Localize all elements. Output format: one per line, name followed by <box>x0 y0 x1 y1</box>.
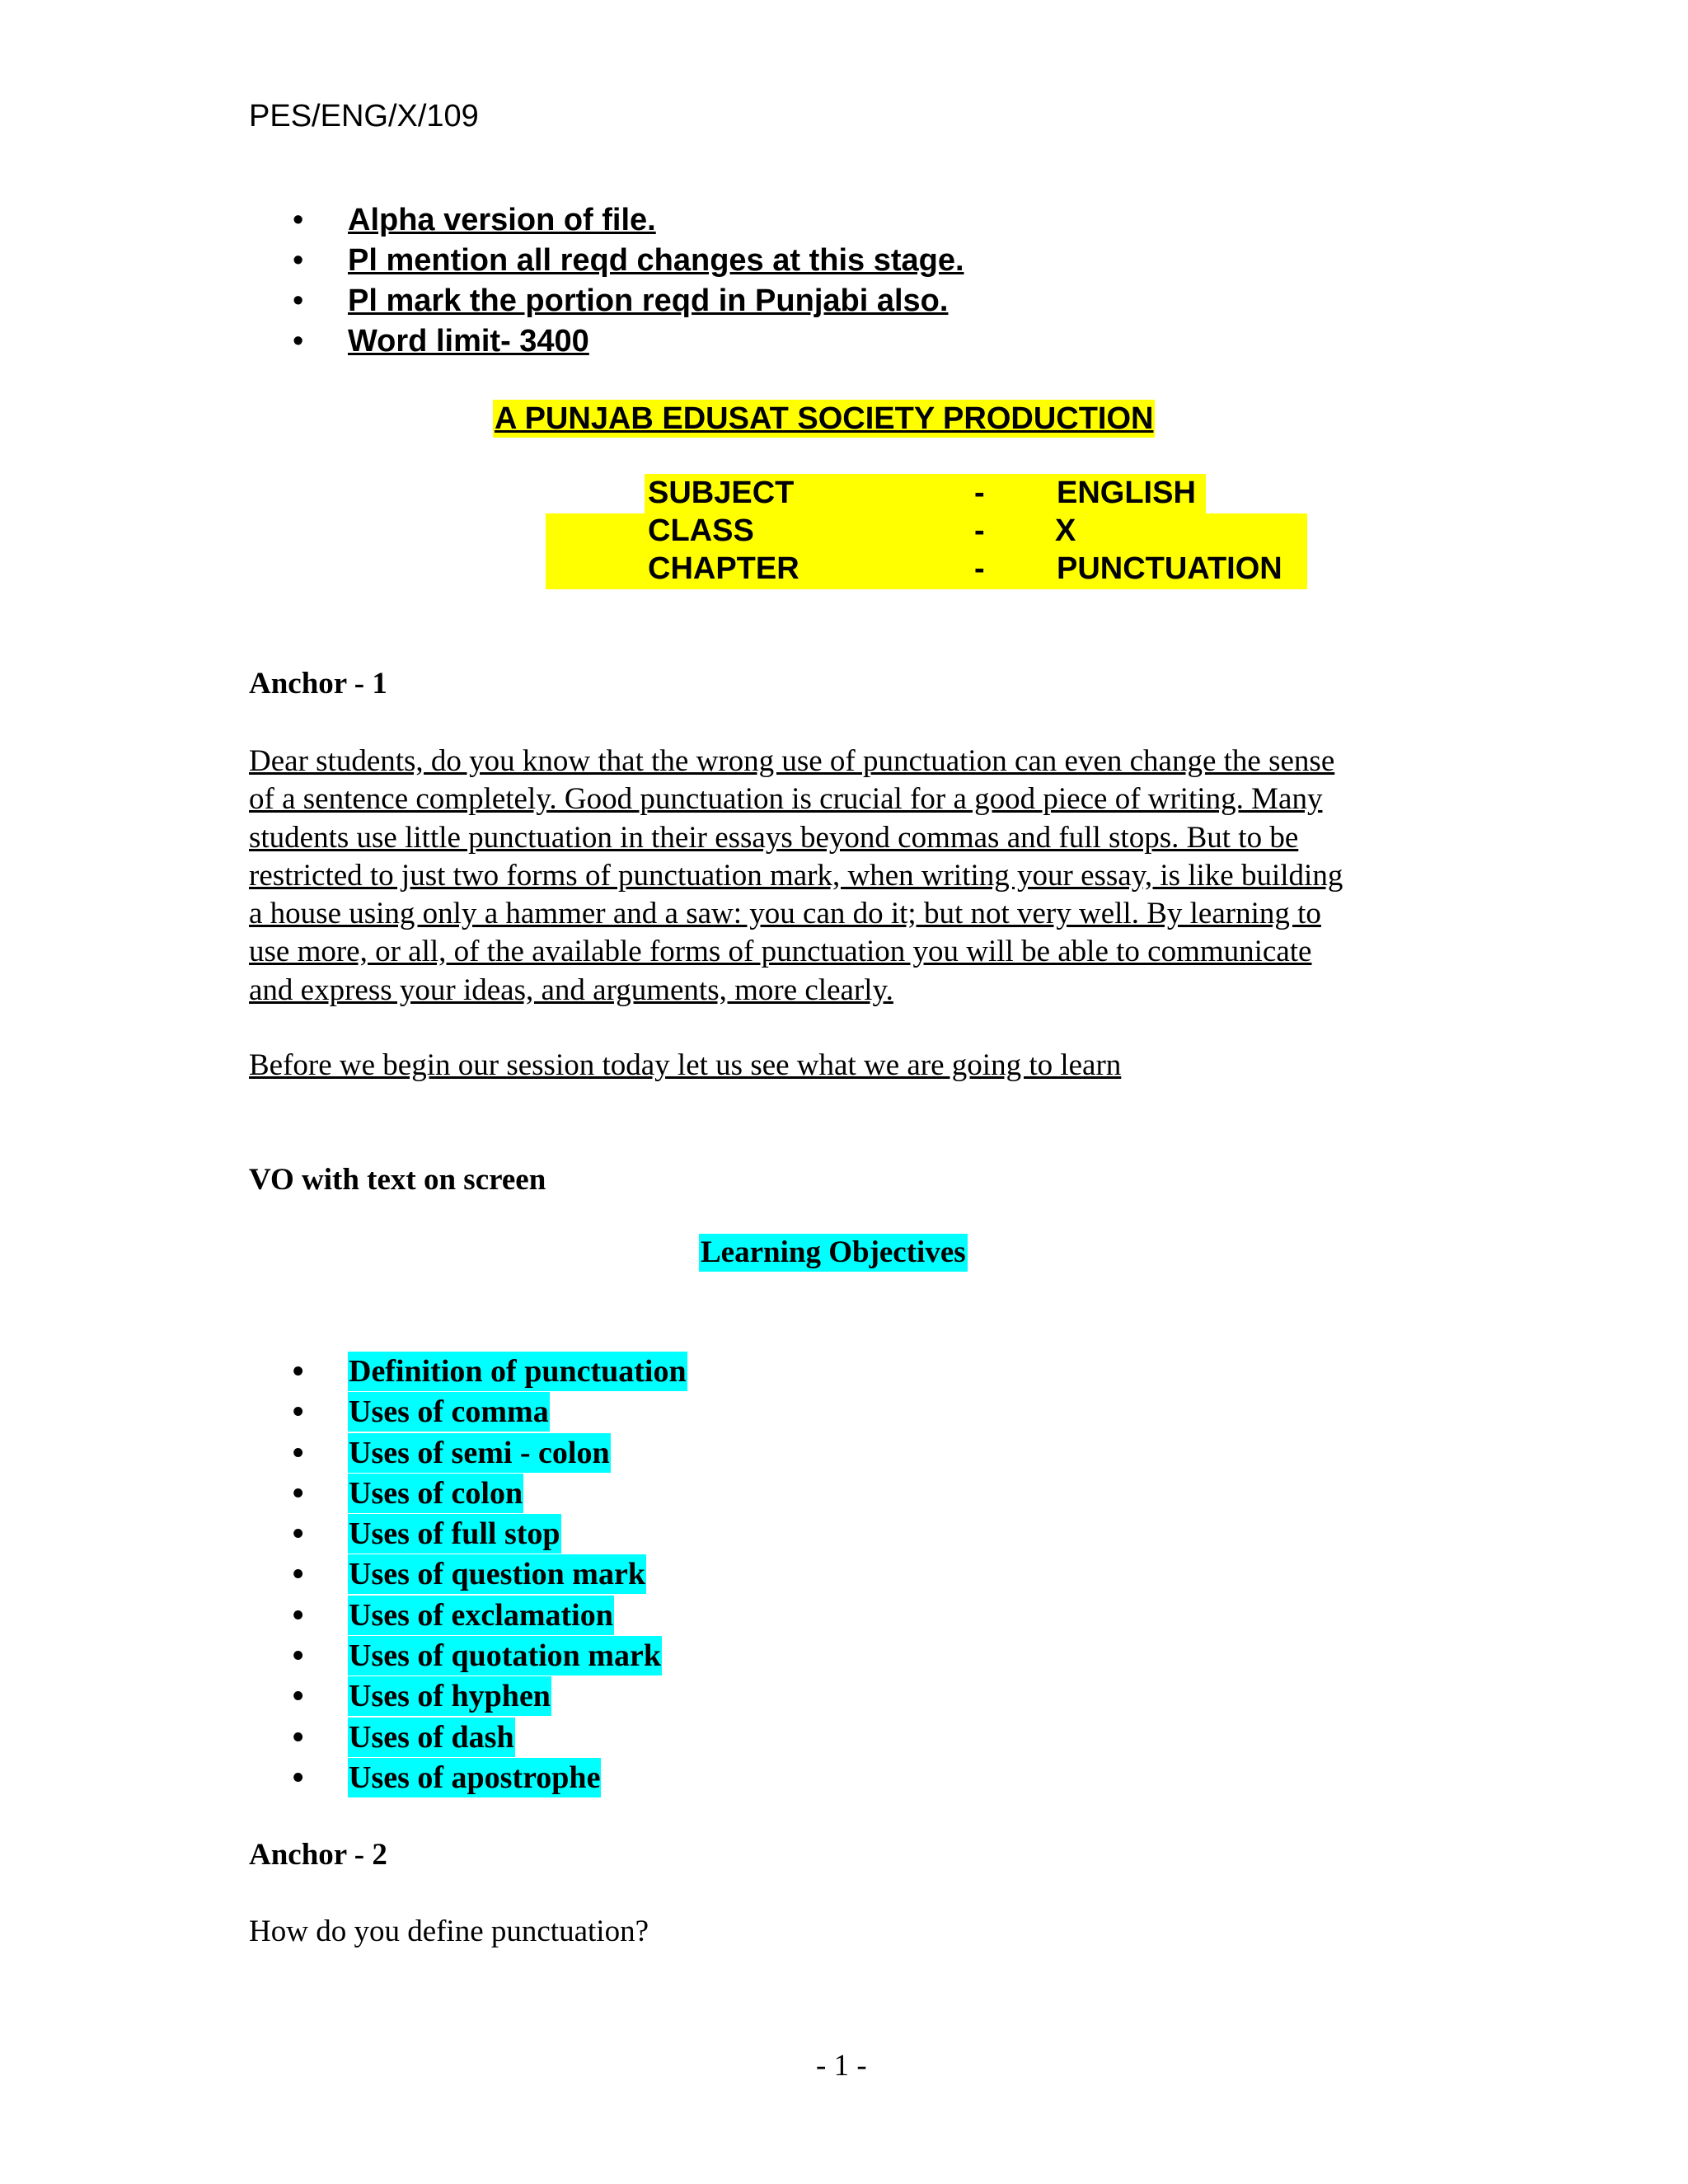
info-key: SUBJECT <box>648 476 795 510</box>
info-dash: - <box>974 476 985 510</box>
info-dash: - <box>974 551 985 586</box>
objective-item: • Uses of colon <box>293 1474 687 1514</box>
review-note: • Pl mark the portion reqd in Punjabi also. <box>293 281 964 321</box>
objective-item: • Uses of exclamation <box>293 1596 687 1636</box>
objective-item: • Uses of dash <box>293 1718 687 1758</box>
objective-item: • Uses of question mark <box>293 1554 687 1595</box>
paragraph-line: use more, or all, of the available forms of punctuation you will be able to communicate <box>249 935 1312 969</box>
objective-item: • Uses of comma <box>293 1392 687 1432</box>
document-code: PES/ENG/X/109 <box>249 99 479 134</box>
info-row-class <box>546 512 1307 550</box>
objective-item: • Uses of semi - colon <box>293 1433 687 1474</box>
objective-item: • Uses of apostrophe <box>293 1758 687 1798</box>
session-intro-line: Before we begin our session today let us see what we are going to learn <box>249 1048 1122 1082</box>
info-value: PUNCTUATION <box>1057 551 1282 586</box>
objective-item: • Definition of punctuation <box>293 1352 687 1392</box>
paragraph-line: a house using only a hammer and a saw: you can do it; but not very well. By learning to <box>249 897 1321 931</box>
production-title: A PUNJAB EDUSAT SOCIETY PRODUCTION <box>495 401 1154 436</box>
objective-item: • Uses of hyphen <box>293 1676 687 1717</box>
info-row-chapter <box>546 550 1307 588</box>
page-number: - 1 - <box>816 2049 867 2083</box>
paragraph-line: students use little punctuation in their essays beyond commas and full stops. But to be <box>249 820 1299 855</box>
anchor-1-paragraph <box>249 743 1343 1010</box>
info-key: CLASS <box>648 513 754 548</box>
review-notes-list <box>293 200 964 362</box>
subject-info-block <box>546 474 1307 589</box>
learning-objectives-title: Learning Objectives <box>699 1234 968 1272</box>
anchor-1-heading: Anchor - 1 <box>249 667 387 701</box>
anchor-2-heading: Anchor - 2 <box>249 1838 387 1872</box>
review-note: • Word limit- 3400 <box>293 321 964 362</box>
info-dash: - <box>974 513 985 548</box>
paragraph-line: of a sentence completely. Good punctuation is crucial for a good piece of writing. Many <box>249 782 1323 817</box>
info-value: ENGLISH <box>1057 476 1196 510</box>
objective-item: • Uses of quotation mark <box>293 1636 687 1676</box>
review-note: • Pl mention all reqd changes at this stage. <box>293 241 964 281</box>
info-value: X <box>1055 513 1076 548</box>
paragraph-line: Dear students, do you know that the wrong use of punctuation can even change the sense <box>249 744 1335 778</box>
vo-heading: VO with text on screen <box>249 1163 546 1197</box>
paragraph-line: and express your ideas, and arguments, more clearly. <box>249 972 893 1007</box>
review-note: • Alpha version of file. <box>293 200 964 241</box>
anchor-2-question: How do you define punctuation? <box>249 1915 649 1948</box>
info-row-subject <box>546 474 1307 512</box>
objective-item: • Uses of full stop <box>293 1514 687 1554</box>
info-key: CHAPTER <box>648 551 799 586</box>
paragraph-line: restricted to just two forms of punctuation mark, when writing your essay, is like building <box>249 858 1343 893</box>
learning-objectives-list <box>293 1352 687 1798</box>
